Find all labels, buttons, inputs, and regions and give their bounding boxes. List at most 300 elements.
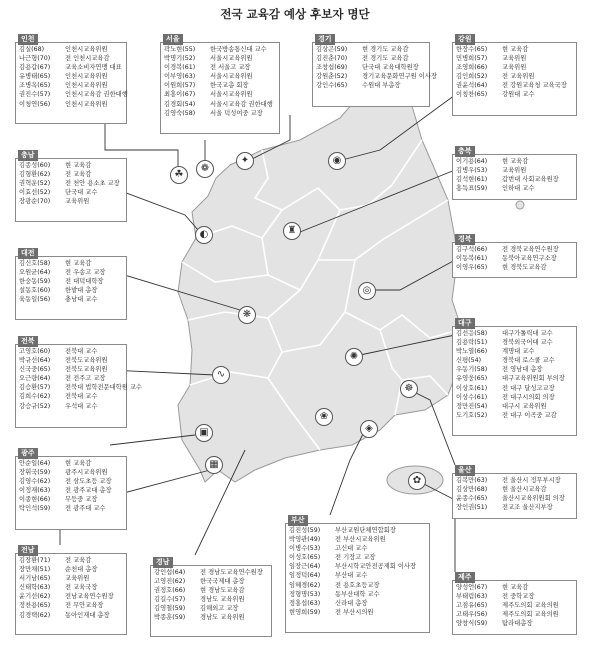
candidate-row [19, 161, 123, 170]
candidate-row [19, 392, 123, 401]
candidate-name: 이기용(64) [456, 158, 488, 165]
candidate-position: 교육위원 [502, 64, 527, 72]
candidate-name: 정홍섭(63) [289, 599, 321, 607]
candidate-row [316, 63, 426, 72]
region-panel-chungnam [15, 151, 127, 222]
candidate-position: 경기교육문화연구원 이사장 [362, 73, 437, 81]
candidate-position: 서울시교육위원 [210, 91, 253, 99]
region-label: 강원 [455, 34, 475, 45]
candidate-name: 조병옥(65) [19, 82, 51, 90]
candidate-name: 김경회(54) [164, 100, 196, 108]
candidate-row [456, 601, 573, 610]
candidate-row [456, 81, 573, 90]
candidate-position: 전 울산시 정무부시장 [502, 477, 561, 484]
busan-emblem-icon: ◈ [360, 420, 378, 438]
region-panel-daejeon [15, 249, 127, 320]
candidate-position: 전북도교육위원 [65, 357, 108, 365]
candidate-list [19, 459, 123, 514]
candidate-name: 김용갑(67) [19, 64, 51, 72]
candidate-position: 부산교원단체연합회장 [335, 527, 396, 534]
candidate-row [19, 374, 123, 383]
region-panel-gangwon [452, 35, 577, 116]
candidate-list [456, 45, 573, 100]
candidate-name: 부태림(63) [456, 593, 488, 601]
candidate-position: 교육위원 [502, 55, 527, 63]
candidate-position: 교육소비자연맹 대표 [65, 64, 122, 72]
candidate-row [19, 259, 123, 268]
candidate-row [19, 601, 123, 610]
candidate-row [456, 494, 573, 503]
candidate-name: 정찬용(65) [19, 602, 51, 610]
candidate-row [456, 184, 573, 193]
gyeongnam-emblem-icon: ❀ [315, 408, 333, 426]
candidate-row [456, 485, 573, 494]
candidate-name: 장휘국(59) [19, 469, 51, 477]
candidate-row [19, 100, 123, 109]
candidate-name: 강승규(52) [19, 402, 51, 410]
candidate-list [456, 476, 573, 512]
candidate-position: 서울 덕성여중 교장 [210, 109, 263, 117]
candidate-name: 김신호(58) [19, 260, 51, 267]
candidate-row [456, 54, 573, 63]
candidate-row [154, 586, 268, 595]
candidate-row [456, 356, 573, 365]
ulsan-emblem-icon: ☸ [400, 380, 418, 398]
candidate-name: 서기남(65) [19, 575, 51, 583]
candidate-position: 교육위원 [65, 198, 90, 206]
region-label: 대전 [18, 248, 38, 259]
candidate-list [19, 161, 123, 206]
candidate-position: 전 교육국장 [65, 584, 98, 592]
region-label: 전북 [18, 336, 38, 347]
candidate-position: 전 중학교장 [502, 593, 535, 601]
candidate-name: 임혜경(62) [289, 581, 321, 589]
candidate-name: 양창식(59) [456, 620, 488, 628]
candidate-position: 교육위원 [65, 575, 90, 583]
candidate-name: 신태학(63) [19, 584, 51, 592]
region-label: 대구 [455, 318, 475, 329]
candidate-name: 윤종수(65) [456, 495, 488, 503]
candidate-row [289, 571, 426, 580]
candidate-row [164, 81, 276, 90]
candidate-name: 이상호(61) [456, 384, 488, 392]
candidate-name: 이청연(56) [19, 100, 51, 108]
candidate-name: 이칭찬(65) [456, 91, 488, 99]
candidate-name: 임정덕(64) [289, 572, 321, 580]
candidate-name: 김경택(62) [19, 611, 51, 619]
candidate-position: 한밭대 총장 [65, 287, 98, 295]
candidate-name: 김용락(51) [456, 339, 488, 347]
candidate-row [456, 402, 573, 411]
candidate-name: 강인섭(64) [154, 569, 186, 576]
candidate-name: 유영웅(65) [456, 375, 488, 383]
candidate-row [164, 90, 276, 99]
candidate-row [19, 486, 123, 495]
candidate-row [19, 170, 123, 179]
candidate-position: 고신대 교수 [335, 545, 368, 553]
candidate-name: 곽노현(55) [164, 46, 196, 53]
candidate-position: 전 경남도교육연수원장 [200, 569, 263, 576]
candidate-position: 제주도의회 교육의원 [502, 611, 559, 619]
region-panel-chungbuk [452, 147, 577, 200]
candidate-name: 이정재(63) [19, 487, 51, 495]
candidate-row [456, 393, 573, 402]
candidate-list [19, 347, 142, 411]
candidate-position: 현 울산시교육감 [502, 486, 547, 494]
candidate-position: 전 교육위원 [502, 73, 535, 81]
candidate-position: 갑번대 사회교육원장 [502, 176, 559, 184]
candidate-row [164, 45, 276, 54]
region-panel-gyeonggi [312, 35, 437, 107]
candidate-position: 순천대 총장 [65, 566, 98, 574]
region-label: 서울 [163, 34, 183, 45]
candidate-name: 최홍이(67) [164, 91, 196, 99]
candidate-position: 경남도 교육위원 [200, 614, 245, 622]
candidate-row [19, 477, 123, 486]
candidate-name: 양성언(67) [456, 584, 488, 591]
region-panel-jeonbuk [15, 337, 142, 428]
region-label: 전남 [18, 545, 38, 556]
candidate-name: 이부영(63) [164, 73, 196, 81]
candidate-position: 현 교육감 [65, 260, 92, 267]
page-title: 전국 교육감 예상 후보자 명단 [220, 7, 370, 21]
candidate-row [456, 347, 573, 356]
chungnam-emblem-icon: ◐ [195, 226, 213, 244]
candidate-name: 이영우(65) [456, 264, 488, 272]
candidate-name: 김진성(59) [289, 527, 321, 534]
candidate-row [456, 63, 573, 72]
candidate-row [456, 157, 573, 166]
candidate-position: 무등중 교장 [65, 496, 98, 504]
candidate-row [19, 356, 123, 365]
region-panel-jeonnam [15, 546, 127, 635]
candidate-row [19, 468, 123, 477]
candidate-name: 장인권(51) [456, 504, 488, 512]
candidate-name: 유병태(65) [19, 73, 51, 81]
region-label: 경북 [455, 234, 475, 245]
candidate-position: 한국국제대 총장 [200, 578, 245, 586]
candidate-name: 신국중(65) [19, 366, 51, 374]
candidate-position: 탐라대총장 [502, 620, 533, 628]
candidate-name: 도기호(52) [456, 411, 488, 419]
candidate-position: 전 대덕대학장 [65, 278, 104, 286]
candidate-row [19, 54, 123, 63]
candidate-row [19, 583, 123, 592]
candidate-name: 박규선(64) [19, 357, 51, 365]
candidate-name: 현영희(59) [289, 608, 321, 616]
candidate-row [456, 592, 573, 601]
gyeongbuk-emblem-icon: ◎ [358, 282, 376, 300]
candidate-name: 김상만(68) [456, 486, 488, 494]
candidate-row [456, 365, 573, 374]
candidate-name: 이동복(61) [456, 255, 488, 263]
candidate-position: 전 교육감 [65, 171, 92, 179]
candidate-position: 인천시교육위원 [65, 73, 108, 81]
candidate-position: 강원대 교수 [502, 91, 535, 99]
region-panel-busan [285, 516, 430, 633]
region-label: 울산 [455, 465, 475, 476]
candidate-position: 인천시교육감 권한대행 [65, 91, 128, 99]
candidate-name: 이성호(65) [289, 554, 321, 562]
region-label: 충남 [18, 150, 38, 161]
candidate-position: 전 부산시의원 [335, 608, 374, 616]
candidate-list [19, 259, 123, 304]
candidate-name: 고영진(62) [154, 578, 186, 586]
gangwon-emblem-icon: ◉ [328, 152, 346, 170]
candidate-row [289, 562, 426, 571]
gwangju-emblem-icon: ▣ [195, 424, 213, 442]
candidate-row [19, 574, 123, 583]
candidate-position: 경북대 로스쿨 교수 [502, 357, 555, 365]
candidate-row [456, 245, 573, 254]
candidate-row [289, 581, 426, 590]
candidate-name: 김영수(62) [19, 478, 51, 486]
candidate-name: 박종훈(59) [154, 614, 186, 622]
candidate-position: 김해외고 교장 [200, 605, 239, 613]
candidate-list [19, 556, 123, 620]
candidate-position: 부산대 교수 [335, 572, 368, 580]
candidate-name: 홍득표(59) [456, 185, 488, 193]
candidate-row [164, 54, 276, 63]
candidate-name: 한숭동(59) [19, 278, 51, 286]
candidate-name: 박명기(52) [164, 55, 196, 63]
candidate-position: 현 교육감 [65, 162, 92, 169]
candidate-name: 이원희(57) [164, 82, 196, 90]
candidate-name: 한장수(65) [456, 46, 488, 53]
candidate-name: 김복만(63) [456, 477, 488, 484]
candidate-name: 권진수(57) [19, 91, 51, 99]
candidate-name: 우동기(58) [456, 366, 488, 374]
candidate-position: 대구가톨릭대 교수 [502, 330, 553, 337]
candidate-name: 김상곤(59) [316, 46, 348, 53]
candidate-position: 현 경북도교육감 [502, 264, 547, 272]
candidate-row [154, 595, 268, 604]
candidate-row [316, 54, 426, 63]
region-panel-seoul [160, 35, 280, 134]
candidate-row [456, 72, 573, 81]
candidate-name: 육동일(56) [19, 296, 51, 304]
candidate-name: 김장환(71) [19, 557, 51, 564]
candidate-name: 이경복(61) [164, 64, 196, 72]
candidate-position: 전북대 교수 [65, 393, 98, 401]
candidate-name: 탁인석(59) [19, 505, 51, 513]
chungbuk-emblem-icon: ♜ [283, 222, 301, 240]
candidate-name: 권윤석(64) [456, 82, 488, 90]
candidate-position: 신라대 총장 [335, 599, 368, 607]
candidate-list [164, 45, 276, 118]
candidate-row [19, 72, 123, 81]
candidate-position: 광주시교육위원 [65, 469, 108, 477]
candidate-position: 계명대 교수 [502, 348, 535, 356]
region-panel-incheon [15, 35, 128, 124]
candidate-list [456, 245, 573, 272]
candidate-list [316, 45, 437, 90]
candidate-position: 전 광주교대 총장 [65, 487, 112, 495]
candidate-position: 충남대 교수 [65, 296, 98, 304]
candidate-name: 오근량(64) [19, 375, 51, 383]
candidate-row [289, 590, 426, 599]
candidate-name: 설동호(60) [19, 287, 51, 295]
candidate-position: 인하대 교수 [502, 185, 535, 193]
candidate-row [289, 599, 426, 608]
candidate-position: 전 우송고 교장 [65, 269, 106, 277]
jeonnam-emblem-icon: ▦ [205, 456, 223, 474]
candidate-name: 김석현(61) [456, 176, 488, 184]
candidate-name: 김희수(62) [19, 393, 51, 401]
incheon-emblem-icon: ☘ [170, 166, 188, 184]
candidate-position: 전 삼도초등 교장 [65, 478, 112, 486]
candidate-row [456, 338, 573, 347]
candidate-row [164, 109, 276, 118]
candidate-row [19, 286, 123, 295]
candidate-row [19, 365, 123, 374]
candidate-row [164, 100, 276, 109]
candidate-row [19, 268, 123, 277]
candidate-name: 고영호(60) [19, 348, 51, 355]
candidate-name: 김승환(57) [19, 384, 51, 392]
candidate-row [456, 411, 573, 420]
candidate-position: 전 전주고 교장 [65, 375, 106, 383]
candidate-name: 고태우(56) [456, 611, 488, 619]
candidate-list [456, 157, 573, 193]
candidate-row [19, 45, 123, 54]
candidate-name: 권정호(66) [154, 587, 186, 595]
region-label: 경남 [153, 557, 173, 568]
candidate-position: 현 교육감 [502, 158, 529, 165]
candidate-row [19, 402, 123, 411]
candidate-position: 전 대구 달성고교장 [502, 384, 555, 392]
candidate-row [19, 611, 123, 620]
candidate-position: 전 인천시교육감 [65, 55, 110, 63]
candidate-row [154, 577, 268, 586]
candidate-position: 전 기장고 교장 [335, 554, 376, 562]
candidate-name: 정만진(54) [456, 402, 488, 410]
candidate-name: 김종성(60) [19, 162, 51, 169]
candidate-position: 교육위원 [502, 167, 527, 175]
candidate-position: 전교조 울산지부장 [502, 504, 553, 512]
candidate-position: 전 무안교육장 [65, 602, 104, 610]
candidate-position: 전 부산시교육위원 [335, 536, 386, 544]
candidate-position: 전 광주대 교수 [65, 505, 106, 513]
region-panel-jeju [452, 573, 577, 635]
candidate-row [289, 553, 426, 562]
candidate-row [19, 295, 123, 304]
candidate-name: 임장근(64) [289, 563, 321, 571]
candidate-position: 현 교육감 [502, 46, 529, 53]
candidate-position: 동아인재대 총장 [65, 611, 110, 619]
candidate-row [19, 81, 123, 90]
region-label: 인천 [18, 34, 38, 45]
candidate-row [19, 188, 123, 197]
candidate-row [456, 476, 573, 485]
candidate-name: 강원춘(52) [316, 73, 348, 81]
candidate-name: 권혁운(52) [19, 180, 51, 188]
candidate-name: 조창섭(69) [316, 64, 348, 72]
region-label: 경기 [315, 34, 335, 45]
candidate-row [19, 383, 142, 392]
region-panel-ulsan [452, 466, 577, 519]
candidate-name: 이병수(53) [289, 545, 321, 553]
candidate-row [316, 81, 426, 90]
candidate-name: 장만채(51) [19, 566, 51, 574]
candidate-row [19, 277, 123, 286]
candidate-row [154, 568, 268, 577]
ulleung-shape [516, 201, 524, 209]
candidate-name: 김실(68) [19, 46, 45, 53]
candidate-row [19, 459, 123, 468]
candidate-name: 안순일(64) [19, 460, 51, 467]
candidate-name: 김길수(57) [154, 596, 186, 604]
candidate-name: 이종현(66) [19, 496, 51, 504]
candidate-position: 전북도교육위원 [65, 366, 108, 374]
candidate-position: 전북대 교수 [65, 348, 98, 355]
seoul-emblem-icon: ❁ [196, 160, 214, 178]
candidate-row [456, 263, 573, 272]
candidate-position: 인천시교육위원 [65, 82, 108, 90]
candidate-row [456, 374, 573, 383]
jeonbuk-emblem-icon: ∿ [212, 366, 230, 384]
candidate-position: 현 경남도교육감 [200, 587, 245, 595]
candidate-row [289, 526, 426, 535]
candidate-name: 김병우(53) [456, 167, 488, 175]
candidate-row [19, 565, 123, 574]
candidate-name: 민병희(57) [456, 55, 488, 63]
candidate-row [19, 495, 123, 504]
candidate-position: 한국교총 회장 [210, 82, 249, 90]
candidate-position: 서울시교육감 권한대행 [210, 100, 273, 108]
candidate-position: 전 강원교육청 교육국장 [502, 82, 567, 90]
candidate-position: 단국대 교수 [65, 189, 98, 197]
candidate-row [456, 503, 573, 512]
candidate-position: 대구시 교육위원 [502, 402, 547, 410]
candidate-position: 전 대구 이곡중 교감 [502, 411, 557, 419]
candidate-position: 인천시교육위원 [65, 100, 108, 108]
candidate-row [456, 45, 573, 54]
gyeonggi-emblem-icon: ✦ [236, 152, 254, 170]
candidate-position: 전 서울고 교장 [210, 64, 251, 72]
candidate-position: 전북대 법학전문대학원 교수 [65, 384, 142, 392]
candidate-position: 서울시교육위원 [210, 55, 253, 63]
candidate-row [456, 166, 573, 175]
candidate-row [164, 72, 276, 81]
candidate-name: 장광순(70) [19, 198, 51, 206]
candidate-name: 이효선(52) [19, 189, 51, 197]
candidate-name: 김인희(52) [456, 73, 488, 81]
candidate-row [19, 556, 123, 565]
candidate-position: 전 영남대 총장 [502, 366, 543, 374]
candidate-name: 나근형(70) [19, 55, 51, 63]
candidate-row [19, 347, 123, 356]
candidate-position: 울산시교육위원회 의장 [502, 495, 565, 503]
candidate-row [456, 175, 573, 184]
candidate-name: 김선응(58) [456, 330, 488, 337]
candidate-row [19, 592, 123, 601]
candidate-row [19, 179, 123, 188]
candidate-list [456, 329, 573, 420]
candidate-position: 제주도의회 교육의원 [502, 602, 559, 610]
daejeon-emblem-icon: ❋ [238, 306, 256, 324]
candidate-name: 김형환(62) [19, 171, 51, 179]
region-panel-gyeongnam [150, 558, 272, 637]
candidate-position: 현 경기도 교육감 [362, 46, 409, 53]
candidate-position: 단국대 교육대학원장 [362, 64, 419, 72]
candidate-row [456, 329, 573, 338]
candidate-position: 전 교육감 [65, 557, 92, 564]
candidate-name: 이상수(61) [456, 393, 488, 401]
candidate-position: 대구교육위원회 부의장 [502, 375, 565, 383]
candidate-position: 전남교육연수원장 [65, 593, 114, 601]
candidate-row [19, 504, 123, 513]
